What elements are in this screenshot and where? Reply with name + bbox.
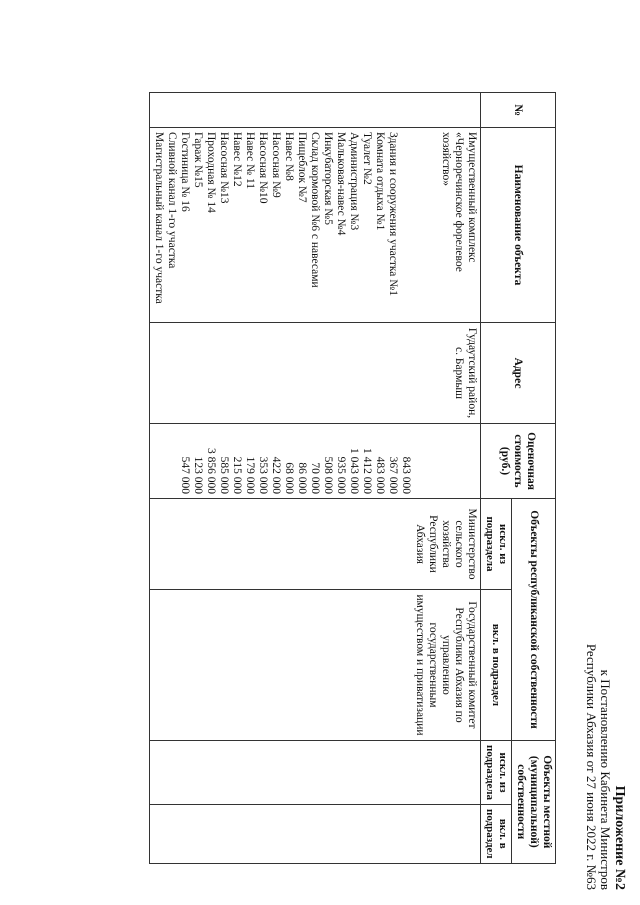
list-item-cost: 70 000: [309, 462, 321, 494]
col-cost-header: Оценочная стоимость (руб.): [481, 424, 556, 499]
list-item-name: Насосная №9: [270, 132, 282, 198]
list-item-cost: 86 000: [296, 462, 308, 494]
list-item-cost: 353 000: [257, 456, 269, 494]
list-item-cost: 422 000: [270, 456, 282, 494]
row-number-cell: [150, 93, 481, 128]
col-republic-incl-header: вкл. в подраздел: [481, 590, 512, 741]
complex-name: Имущественный комплекс «Черноречинское форелевое хозяйство»: [440, 132, 478, 272]
col-local-incl-header: вкл. в подраздел: [481, 805, 512, 864]
list-item-name: Проходная № 14: [205, 132, 217, 213]
list-item-cost: 547 000: [179, 456, 191, 494]
list-item-name: Комната отдыха №1: [374, 132, 386, 231]
incl-owner-text: Государственный комитет Республики Абхазия по управлению государственным имуществом и приватизации: [414, 594, 478, 736]
excl-owner-text: Министерство сельского хозяйства Республики Абхазия: [414, 508, 478, 580]
col-republic-header: Объекты республиканской собственности: [512, 499, 556, 741]
list-item-cost: 1 412 000: [361, 448, 373, 494]
list-item-cost: 123 000: [192, 456, 204, 494]
list-item-name: Навес №12: [231, 132, 243, 187]
list-item-name: Навес №8: [283, 132, 295, 181]
list-item-cost: 508 000: [322, 456, 334, 494]
document-header: [584, 535, 626, 890]
header-line-2: Республики Абхазия от 27 июня 2022 г. №63: [584, 643, 599, 890]
section-title: Здания и сооружения участка №1: [387, 132, 399, 296]
list-item-name: Магистральный канал 1-го участка: [153, 132, 165, 304]
local-excl-cell: [150, 741, 481, 805]
list-item-name: Туалет №2: [361, 132, 373, 185]
list-item-cost: 3 856 000: [205, 448, 217, 494]
list-item-cost: 843 000: [400, 456, 412, 494]
address-text: Гудаутский район, с. Бармыш: [453, 327, 478, 419]
list-item-name: Гараж №15: [192, 132, 204, 188]
table-row: [150, 93, 481, 864]
list-item-cost: 179 000: [244, 456, 256, 494]
col-number-header: №: [481, 93, 556, 128]
col-local-excl-header: искл. из подраздела: [481, 741, 512, 805]
list-item-name: Администрация №3: [348, 132, 360, 231]
header-row-1: [512, 93, 556, 864]
list-item-name: Насосная №10: [257, 132, 269, 204]
list-item-name: Насосная №13: [218, 132, 230, 204]
list-item-cost: 483 000: [374, 456, 386, 494]
list-item-name: Пищеблок №7: [296, 132, 308, 203]
local-incl-cell: [150, 805, 481, 864]
address-cell: [150, 323, 481, 424]
col-local-header: Объекты местной (муниципальной) собственности: [512, 741, 556, 864]
list-item-cost: 1 043 000: [348, 448, 360, 494]
col-address-header: Адрес: [481, 323, 556, 424]
list-item-name: Гостиница № 16: [179, 132, 191, 212]
list-item-name: Навес № 11: [244, 132, 256, 190]
costs-list: [178, 428, 412, 494]
appendix-title: Приложение №2: [612, 785, 627, 890]
republic-excl-cell: [150, 499, 481, 590]
list-item-name: Склад кормовой №6 с навесами: [309, 132, 321, 288]
names-list: [152, 132, 386, 318]
list-item-name: Инкубаторская №5: [322, 132, 334, 226]
list-item-cost: 68 000: [283, 462, 295, 494]
cost-cell: [150, 424, 481, 499]
header-line-1: к Постановлению Кабинета Министров: [598, 669, 613, 890]
objects-table: [149, 92, 556, 864]
col-republic-excl-header: искл. из подраздела: [481, 499, 512, 590]
list-item-name: Сливной канал 1-го участка: [166, 132, 178, 269]
republic-incl-cell: [150, 590, 481, 741]
list-item-cost: 935 000: [335, 456, 347, 494]
table-container: [149, 92, 556, 864]
object-name-cell: [150, 128, 481, 323]
list-item-cost: 585 000: [218, 456, 230, 494]
col-name-header: Наименование объекта: [481, 128, 556, 323]
list-item-cost: 215 000: [231, 456, 243, 494]
list-item-cost: 367 000: [387, 456, 399, 494]
list-item-name: Мальковая-навес №4: [335, 132, 347, 236]
